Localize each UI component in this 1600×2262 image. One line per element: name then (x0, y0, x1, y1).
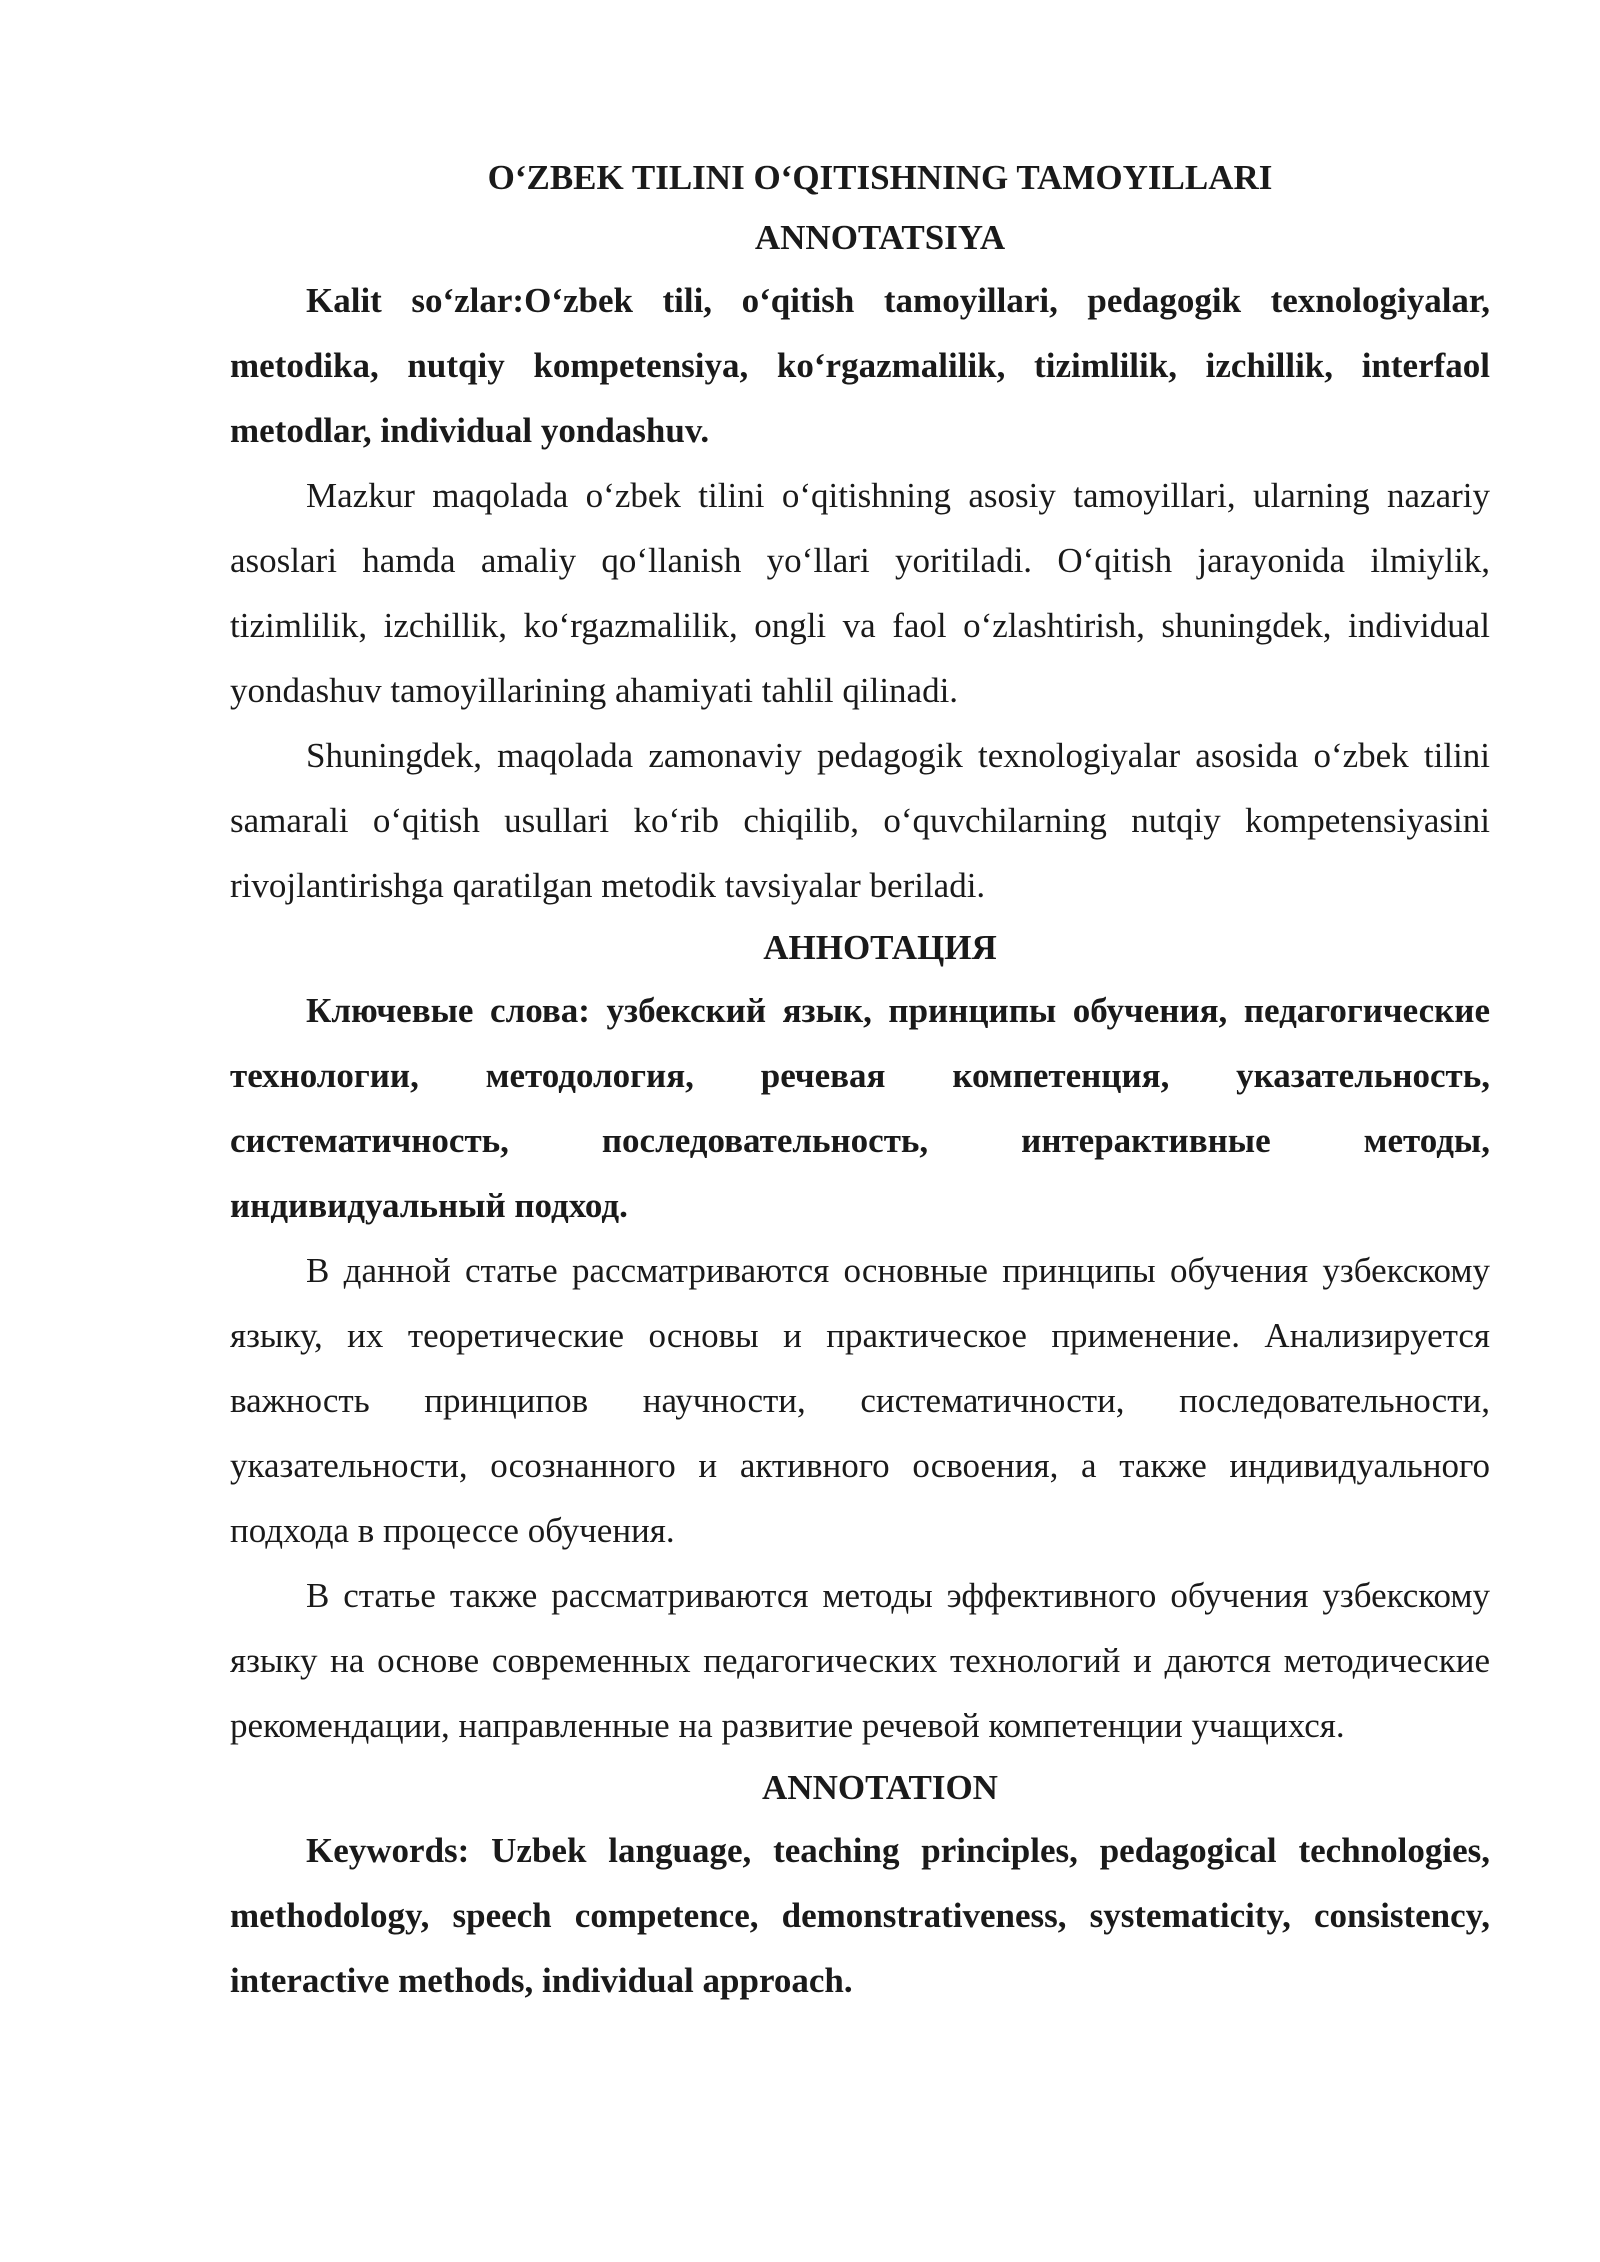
keywords-ru: Ключевые слова: узбекский язык, принципы обучения, педагогические технологии, методология, речевая компетенция, указательность, систематичность, последовательность, интерактивные методы, индивидуальный подход. (230, 991, 1490, 1225)
abstract-uz-paragraph-1: Mazkur maqolada o‘zbek tilini o‘qitishning asosiy tamoyillari, ularning nazariy asoslari hamda amaliy qo‘llanish yo‘llari yoritiladi. O‘qitish jarayonida ilmiylik, tizimlilik, izchillik, ko‘rgazmalilik, ongli va faol o‘zlashtirish, shuningdek, individual yondashuv tamoyillarining ahamiyati tahlil qilinadi. (230, 476, 1490, 710)
abstract-uz-paragraph-2: Shuningdek, maqolada zamonaviy pedagogik texnologiyalar asosida o‘zbek tilini samarali o‘qitish usullari ko‘rib chiqilib, o‘quvchilarning nutqiy kompetensiyasini rivojlantirishga qaratilgan metodik tavsiyalar beriladi. (230, 736, 1490, 905)
annotation-en-heading: ANNOTATION (762, 1768, 998, 1807)
annotation-ru-heading: АННОТАЦИЯ (763, 928, 997, 967)
keywords-en: Keywords: Uzbek language, teaching principles, pedagogical technologies, methodology, speech competence, demonstrativeness, systematicity, consistency, interactive methods, individual approach. (230, 1831, 1490, 2000)
annotation-uz-heading: ANNOTATSIYA (754, 218, 1006, 257)
document-page (230, 148, 1490, 2013)
abstract-ru-paragraph-1: В данной статье рассматриваются основные принципы обучения узбекскому языку, их теоретические основы и практическое применение. Анализируется важность принципов научности, систематичности, последовательности, указательности, осознанного и активного освоения, а также индивидуального подхода в процессе обучения. (230, 1251, 1490, 1550)
keywords-uz: Kalit so‘zlar:O‘zbek tili, o‘qitish tamoyillari, pedagogik texnologiyalar, metodika, nutqiy kompetensiya, ko‘rgazmalilik, tizimlilik, izchillik, interfaol metodlar, individual yondashuv. (230, 281, 1490, 450)
document-title: O‘ZBEK TILINI O‘QITISHNING TAMOYILLARI (487, 158, 1273, 197)
abstract-ru-paragraph-2: В статье также рассматриваются методы эффективного обучения узбекскому языку на основе современных педагогических технологий и даются методические рекомендации, направленные на развитие речевой компетенции учащихся. (230, 1576, 1490, 1745)
